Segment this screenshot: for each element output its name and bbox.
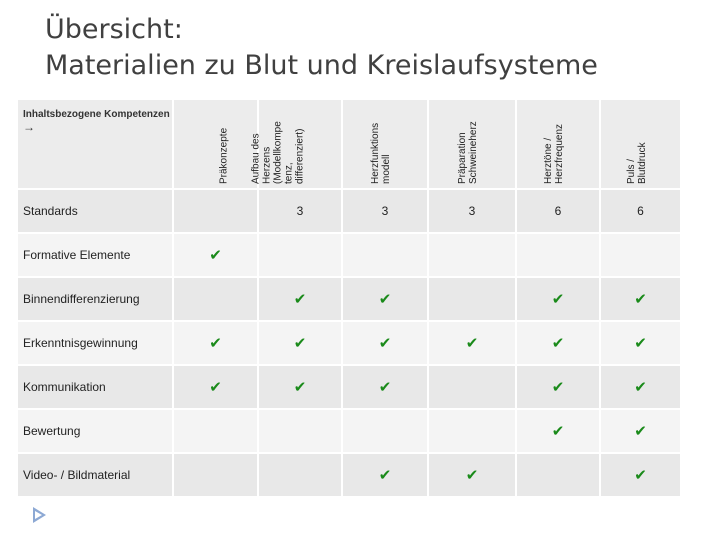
column-header-label: Präkonzepte <box>218 127 229 184</box>
check-icon: ✔ <box>209 334 222 352</box>
table-cell <box>601 410 682 454</box>
corner-label: Inhaltsbezogene Kompetenzen <box>23 109 170 120</box>
cell-value: 3 <box>468 204 476 218</box>
table-cell <box>601 454 682 498</box>
column-header-label: Herzfunktions modell <box>370 122 392 184</box>
check-icon: ✔ <box>634 334 647 352</box>
table-cell <box>429 410 517 454</box>
table-cell <box>601 234 682 278</box>
table-cell <box>174 190 259 234</box>
table-cell <box>343 322 429 366</box>
row-label: Standards <box>18 190 174 234</box>
column-header <box>517 100 601 190</box>
title-line-2: Materialien zu Blut und Kreislaufsysteme <box>45 50 598 81</box>
table-cell <box>259 322 343 366</box>
table-cell <box>517 366 601 410</box>
table-cell <box>343 190 429 234</box>
table-row <box>18 454 682 498</box>
table-cell <box>259 278 343 322</box>
check-icon: ✔ <box>293 334 307 352</box>
table-cell <box>343 278 429 322</box>
table-cell <box>259 454 343 498</box>
table-cell <box>517 410 601 454</box>
column-header <box>174 100 259 190</box>
table-cell <box>343 366 429 410</box>
row-label: Erkenntnisgewinnung <box>18 322 174 366</box>
competency-table <box>18 100 682 498</box>
cell-value: 3 <box>296 204 304 218</box>
table-cell <box>517 454 601 498</box>
corner-header <box>18 100 174 190</box>
table-cell <box>259 366 343 410</box>
cell-value: 6 <box>554 204 562 218</box>
table-row <box>18 234 682 278</box>
table-row <box>18 410 682 454</box>
table-cell <box>259 190 343 234</box>
table-cell <box>601 278 682 322</box>
check-icon: ✔ <box>551 378 565 396</box>
table-cell <box>517 234 601 278</box>
check-icon: ✔ <box>378 378 392 396</box>
check-icon: ✔ <box>378 334 392 352</box>
right-arrow-icon: → <box>23 120 35 134</box>
table-cell <box>343 454 429 498</box>
table-cell <box>174 366 259 410</box>
column-header-label: Präparation Schweineherz <box>457 121 479 184</box>
check-icon: ✔ <box>634 378 647 396</box>
table-cell <box>601 322 682 366</box>
check-icon: ✔ <box>551 422 565 440</box>
column-header <box>343 100 429 190</box>
table-cell <box>343 234 429 278</box>
table-row <box>18 322 682 366</box>
row-label: Bewertung <box>18 410 174 454</box>
row-label: Video- / Bildmaterial <box>18 454 174 498</box>
check-icon: ✔ <box>634 290 647 308</box>
table-row <box>18 190 682 234</box>
table-cell <box>429 366 517 410</box>
cell-value: 3 <box>381 204 389 218</box>
check-icon: ✔ <box>551 290 565 308</box>
table-cell <box>174 322 259 366</box>
header-row <box>18 100 682 190</box>
check-icon: ✔ <box>378 466 392 484</box>
check-icon: ✔ <box>551 334 565 352</box>
table-cell <box>174 410 259 454</box>
table-cell <box>343 410 429 454</box>
table-row <box>18 278 682 322</box>
table-cell <box>517 190 601 234</box>
table-cell <box>174 278 259 322</box>
table-cell <box>601 190 682 234</box>
check-icon: ✔ <box>378 290 392 308</box>
column-header <box>601 100 682 190</box>
column-header-label: Herztöne / Herzfrequenz <box>543 123 565 184</box>
check-icon: ✔ <box>634 466 647 484</box>
table-cell <box>517 278 601 322</box>
column-header-label: Puls / Blutdruck <box>625 142 648 184</box>
corner-label-block <box>23 108 170 134</box>
row-label: Binnendifferenzierung <box>18 278 174 322</box>
table-cell <box>259 234 343 278</box>
table-cell <box>517 322 601 366</box>
row-label: Kommunikation <box>18 366 174 410</box>
column-header <box>429 100 517 190</box>
table-cell <box>429 454 517 498</box>
play-triangle-inner <box>35 511 42 519</box>
table-cell <box>429 278 517 322</box>
table-cell <box>429 190 517 234</box>
title-line-1: Übersicht: <box>45 14 183 45</box>
row-label: Formative Elemente <box>18 234 174 278</box>
check-icon: ✔ <box>209 378 222 396</box>
check-icon: ✔ <box>465 334 479 352</box>
table-cell <box>174 234 259 278</box>
page-title <box>45 12 598 84</box>
column-header-label: Aufbau des Herzens (Modellkompe tenz, differenziert) <box>250 121 306 184</box>
check-icon: ✔ <box>634 422 647 440</box>
check-icon: ✔ <box>465 466 479 484</box>
table-row <box>18 366 682 410</box>
check-icon: ✔ <box>293 378 307 396</box>
table-cell <box>429 234 517 278</box>
table-cell <box>601 366 682 410</box>
table-cell <box>429 322 517 366</box>
check-icon: ✔ <box>293 290 307 308</box>
cell-value: 6 <box>637 204 644 218</box>
column-header <box>250 100 343 190</box>
table-cell <box>174 454 259 498</box>
check-icon: ✔ <box>209 246 222 264</box>
table-cell <box>259 410 343 454</box>
